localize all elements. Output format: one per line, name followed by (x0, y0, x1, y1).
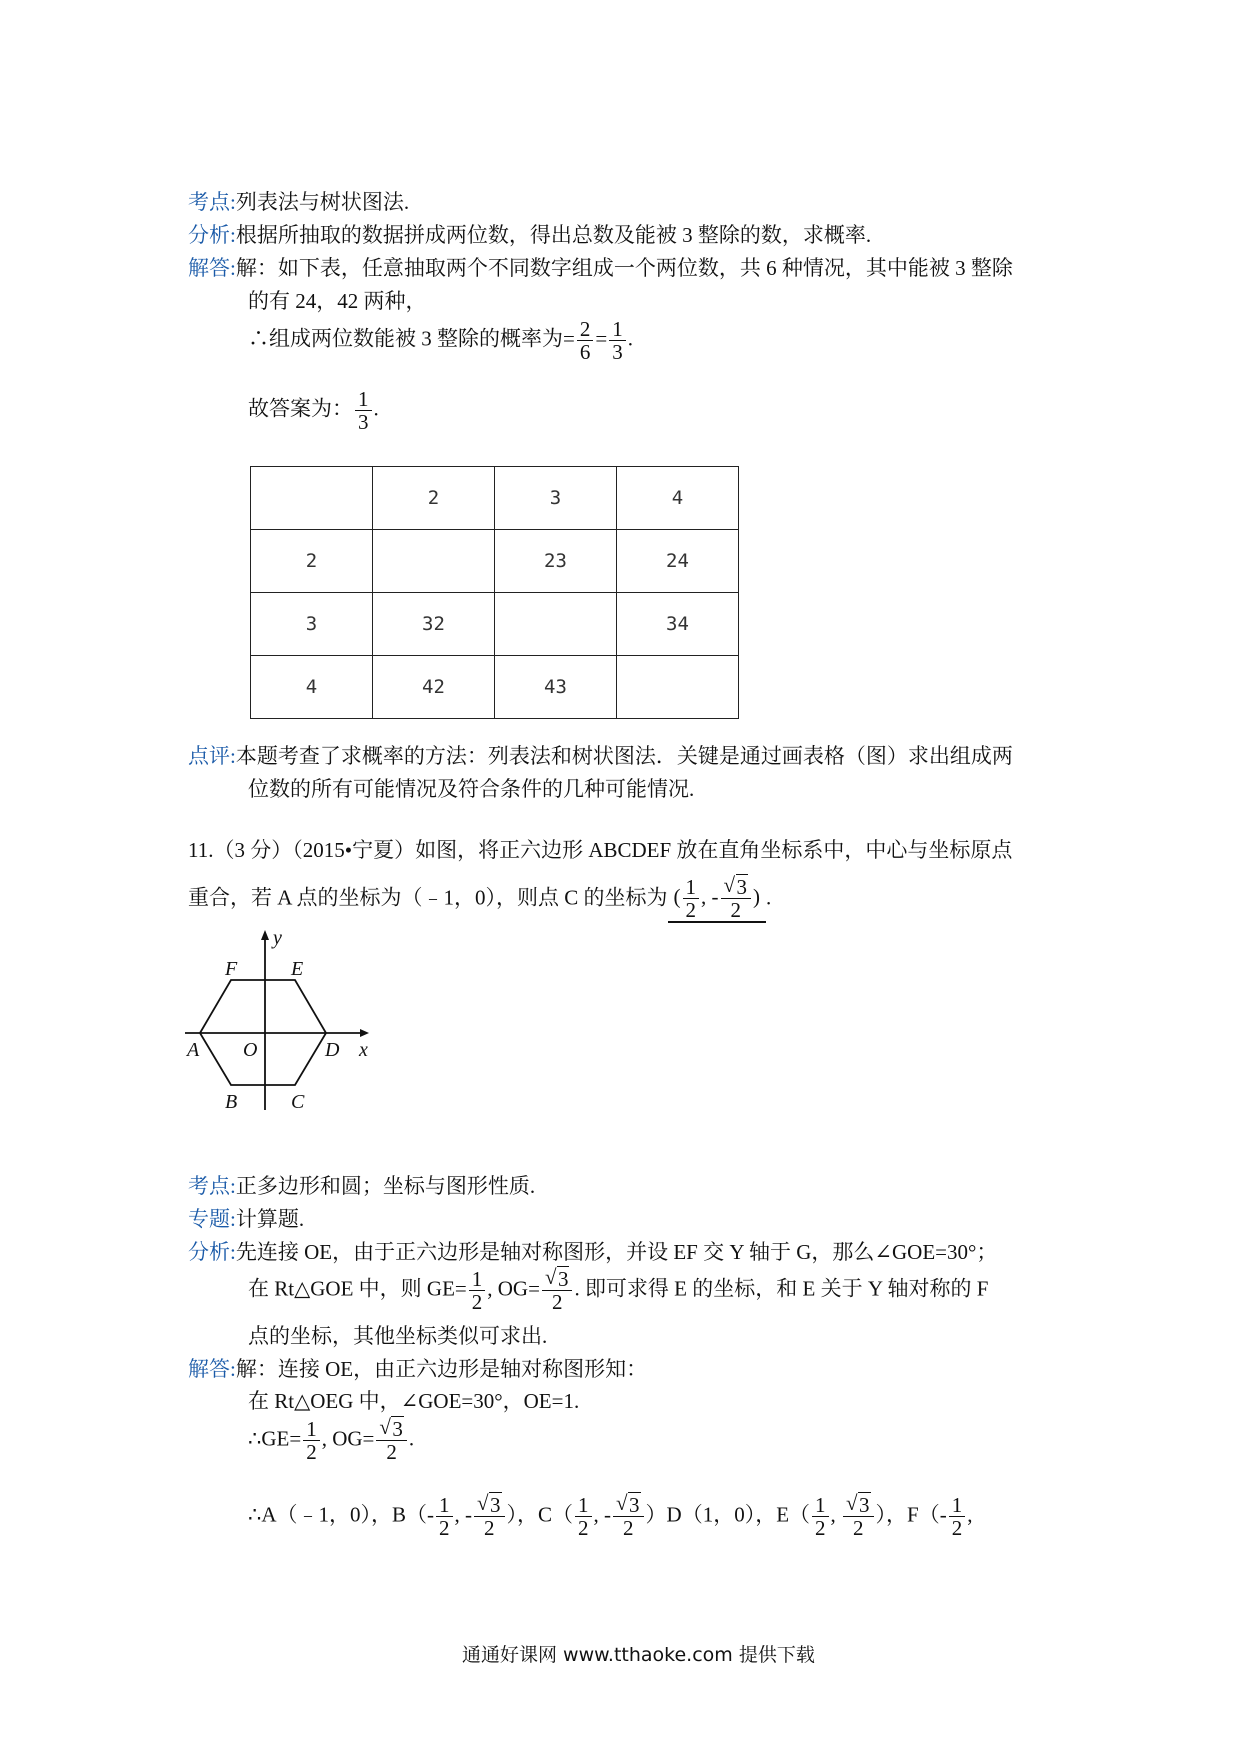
table-row (251, 593, 739, 656)
jieda-2-line2: 在 Rt△OEG 中，∠GOE=30°，OE=1. (248, 1389, 580, 1413)
probability-line: ∴组成两位数能被 3 整除的概率为= $\frac{2}{6}$ = $\frac{1}{3}$ . (248, 317, 633, 365)
label-O: O (243, 1039, 258, 1061)
jieda-2-line3: ∴GE= $\frac{1}{2}$ , OG= √ $\frac{3}{2}$ . (248, 1418, 414, 1463)
table-cell: 23 (495, 530, 617, 593)
label-F: F (225, 958, 238, 980)
answer-line: 故答案为： $\frac{1}{3}$ . (248, 387, 379, 435)
label-E: E (291, 958, 304, 980)
table-cell: 34 (617, 593, 739, 656)
label-y: y (273, 930, 282, 949)
fenxi-2: 分析:先连接 OE，由于正六边形是轴对称图形，并设 EF 交 Y 轴于 G，那么∠GOE=30°； (188, 1240, 998, 1264)
footer-text: 通通好课网 www.tthaoke.com 提供下载 (462, 1644, 815, 1666)
fraction-answer: $\frac{1}{3}$ (355, 388, 372, 433)
q11-line1: 11.（3 分）（2015•宁夏）如图，将正六边形 ABCDEF 放在直角坐标系中，中心与坐标原点 (188, 838, 1013, 862)
x-axis-arrow-icon (360, 1029, 369, 1037)
fenxi-label: 分析: (188, 223, 236, 247)
table-cell: 4 (251, 656, 373, 719)
table-cell (373, 530, 495, 593)
table-cell: 3 (495, 467, 617, 530)
two-digit-table (250, 466, 739, 719)
kaodian-1 (188, 186, 409, 216)
fenxi-text: 根据所抽取的数据拼成两位数，得出总数及能被 3 整除的数，求概率. (235, 223, 872, 247)
label-x: x (359, 1039, 368, 1061)
table-row (251, 530, 739, 593)
table-cell (251, 467, 373, 530)
dianping-line1: 本题考查了求概率的方法：列表法和树状图法．关键是通过画表格（图）求出组成两 (235, 744, 1013, 768)
jieda-line2: 的有 24，42 两种， (248, 289, 427, 313)
fenxi-2-line3: 点的坐标，其他坐标类似可求出. (248, 1324, 548, 1348)
answer-blank: ( $\frac{1}{2}$ , - √ $\frac{3}{2}$ ) (668, 876, 767, 923)
table-row (251, 467, 739, 530)
kaodian-label: 考点: (188, 190, 236, 214)
fenxi-1 (188, 219, 871, 249)
q11-line2: 重合，若 A 点的坐标为（﹣1，0），则点 C 的坐标为 ( $\frac{1}{2}$ , - √ $\frac{3}{2}$ ) . (188, 876, 771, 923)
fraction-2-6: $\frac{2}{6}$ (577, 318, 594, 363)
kaodian-2: 考点:正多边形和圆；坐标与图形性质. (188, 1174, 536, 1198)
jieda-label: 解答: (188, 256, 236, 280)
dianping (188, 740, 1013, 770)
table-cell: 2 (251, 530, 373, 593)
label-D: D (325, 1039, 340, 1061)
table-row (251, 656, 739, 719)
dianping-label: 点评: (188, 744, 236, 768)
jieda-line1: 解：如下表，任意抽取两个不同数字组成一个两位数，共 6 种情况，其中能被 3 整除 (235, 256, 1013, 280)
label-B: B (225, 1091, 238, 1113)
hexagon-figure (185, 930, 375, 1115)
label-A: A (187, 1039, 200, 1061)
zhuanti: 专题:计算题. (188, 1207, 305, 1231)
table-cell (617, 656, 739, 719)
dianping-line2: 位数的所有可能情况及符合条件的几种可能情况. (248, 777, 695, 801)
jieda-2-line4: ∴A（﹣1，0），B（- $\frac{1}{2}$ , - √ $\frac{3}{2}$ ），C（ $\frac{1}{2}$ , - √ $\frac{3}{2}$ ）D（1，0），E（ $\frac{1}{2}$ , √ $\frac{3}{2}$ ），F（- $\frac{1}{2}$ , (248, 1494, 972, 1539)
table-cell: 2 (373, 467, 495, 530)
table-cell: 24 (617, 530, 739, 593)
jieda-1 (188, 252, 1013, 282)
label-C: C (291, 1091, 305, 1113)
table-cell: 43 (495, 656, 617, 719)
table-cell: 32 (373, 593, 495, 656)
table-cell: 42 (373, 656, 495, 719)
table-cell (495, 593, 617, 656)
jieda-2: 解答:解：连接 OE，由正六边形是轴对称图形知： (188, 1357, 648, 1381)
table-cell: 4 (617, 467, 739, 530)
y-axis-arrow-icon (261, 930, 269, 940)
kaodian-text: 列表法与树状图法. (235, 190, 410, 214)
fenxi-2-line2: 在 Rt△GOE 中，则 GE= $\frac{1}{2}$ , OG= √ $\frac{3}{2}$ . 即可求得 E 的坐标，和 E 关于 Y 轴对称的 F (248, 1268, 988, 1313)
table-cell: 3 (251, 593, 373, 656)
fraction-1-3: $\frac{1}{3}$ (609, 318, 626, 363)
